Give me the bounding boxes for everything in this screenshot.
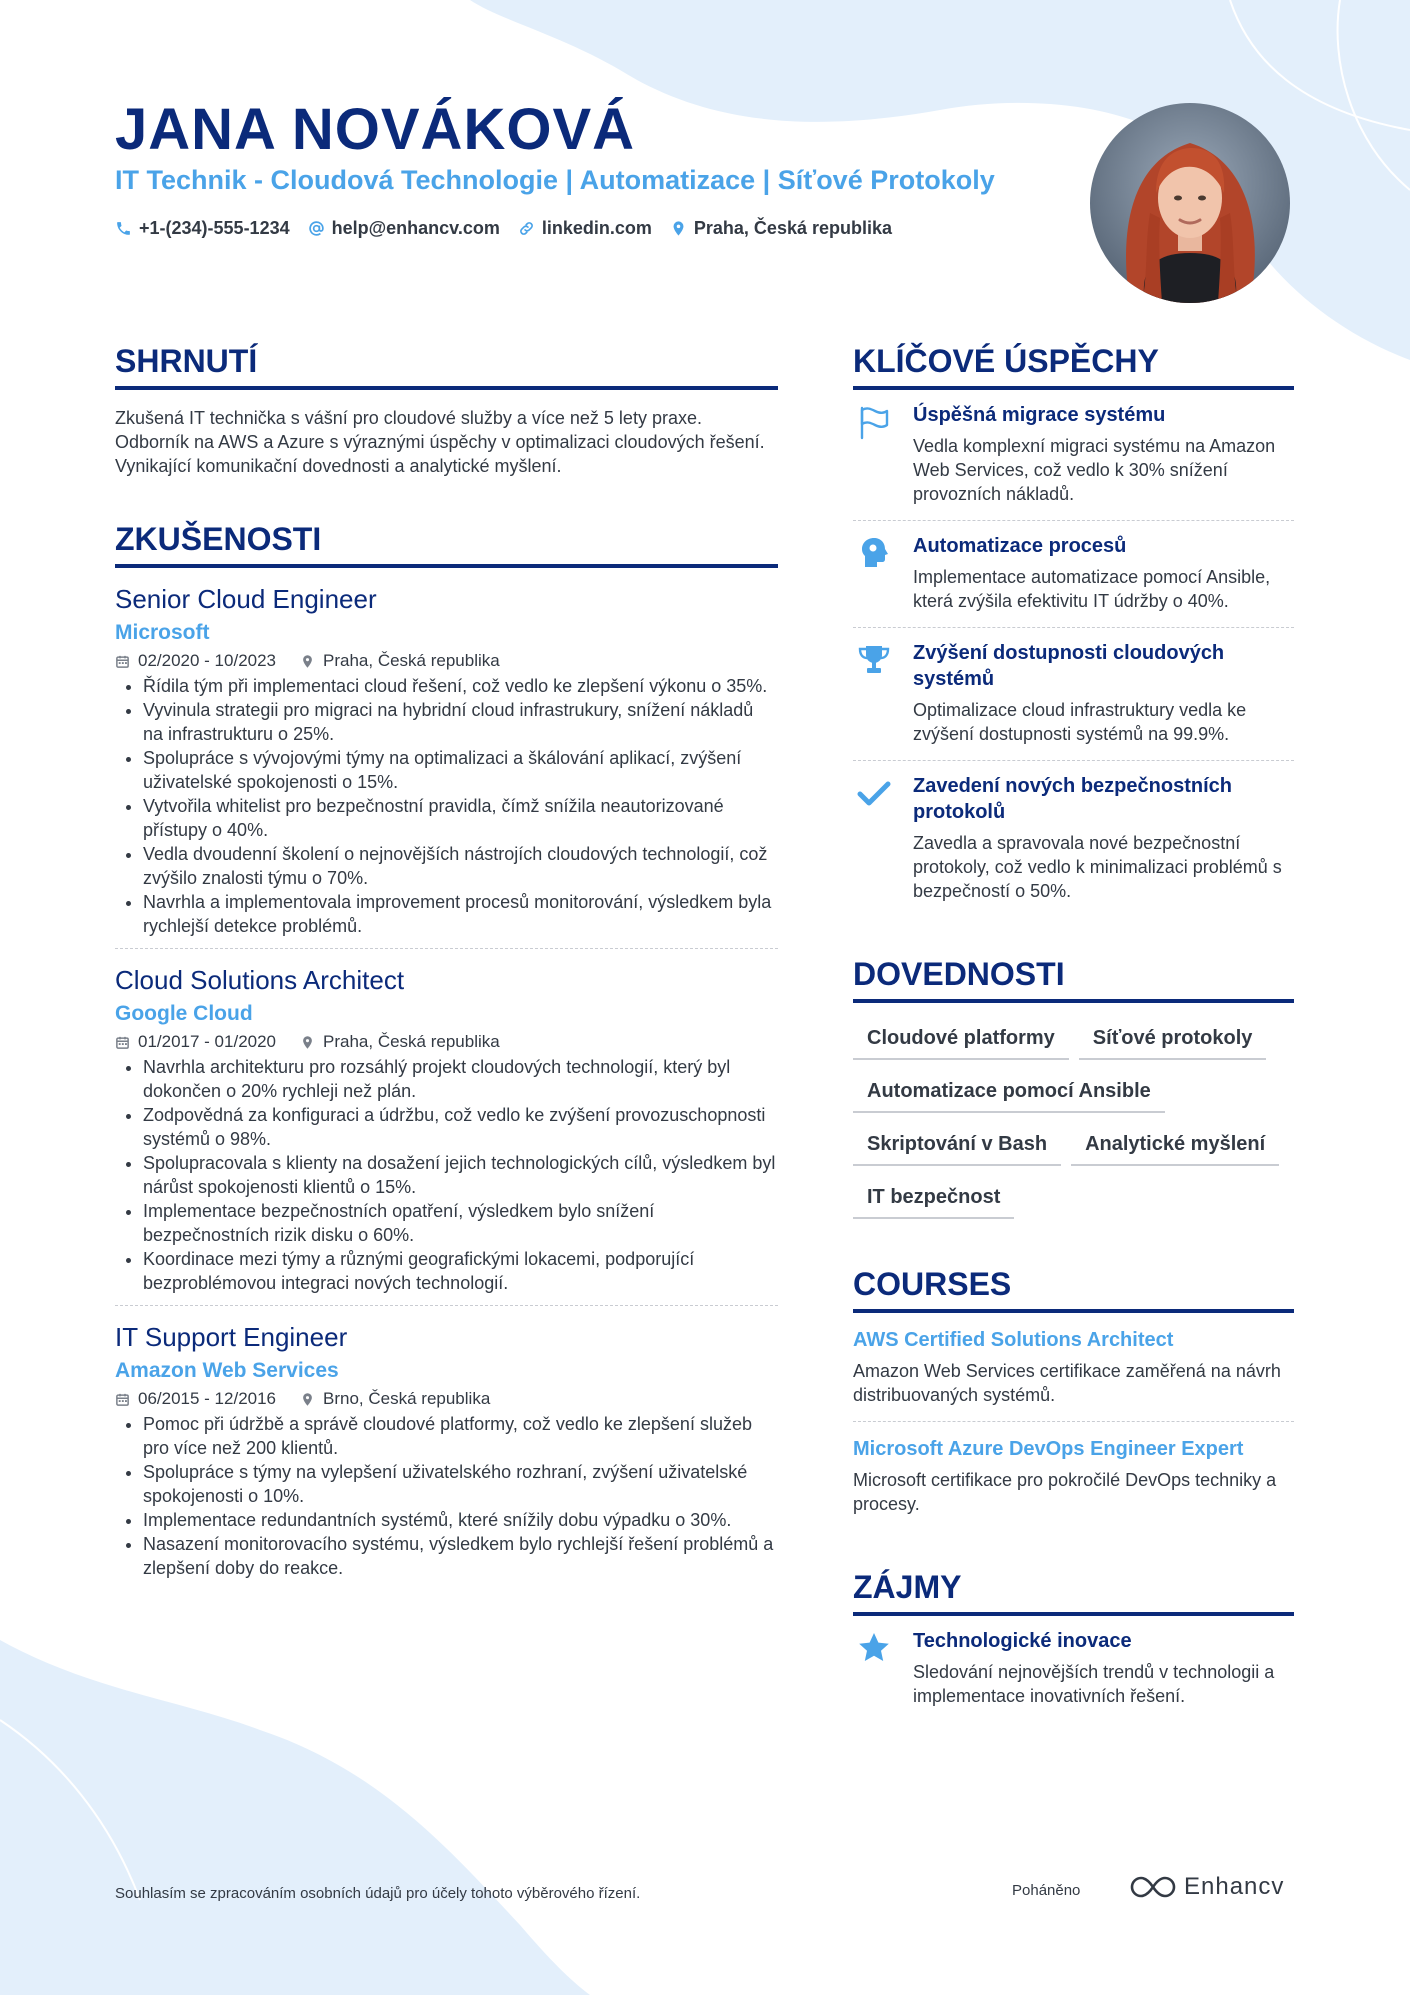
interests-title: ZÁJMY xyxy=(853,1566,1294,1616)
achievement-body xyxy=(913,773,1294,903)
skill-tag: Síťové protokoly xyxy=(1079,1021,1267,1060)
calendar-icon xyxy=(115,1035,130,1050)
bullet-item: • Navrhla a implementovala improvement procesů monitorování, výsledkem byla rychlejší detekce problémů. xyxy=(143,890,778,938)
job-bullets xyxy=(115,674,778,938)
achievement-title: Úspěšná migrace systému xyxy=(913,404,1166,426)
interest-text: Sledování nejnovějších trendů v technologii a implementace inovativních řešení. xyxy=(913,1662,1275,1706)
location-pin-icon xyxy=(300,1392,315,1407)
location-text: Brno, Česká republika xyxy=(323,1389,491,1408)
achievement-item xyxy=(853,628,1294,761)
achievement-item xyxy=(853,761,1294,917)
contact-location xyxy=(670,218,892,239)
job-title: IT Support Engineer xyxy=(115,1322,348,1352)
at-icon xyxy=(308,220,325,237)
location-pin-icon xyxy=(300,1035,315,1050)
course-item xyxy=(853,1422,1294,1530)
location-text: Praha, Česká republika xyxy=(323,651,500,670)
achievements-section xyxy=(853,340,1294,917)
dates-text: 02/2020 - 10/2023 xyxy=(138,651,277,670)
bullet-item: • Pomoc při údržbě a správě cloudové platformy, což vedlo ke zlepšení služeb pro více než 200 klientů. xyxy=(143,1412,778,1460)
course-title: Microsoft Azure DevOps Engineer Expert xyxy=(853,1438,1244,1460)
skills-title: DOVEDNOSTI xyxy=(853,953,1294,1003)
headline-part: Automatizace xyxy=(579,165,756,195)
summary-title: SHRNUTÍ xyxy=(115,340,778,390)
job-location xyxy=(300,650,500,672)
bullet-item: • Řídila tým při implementaci cloud řešení, což vedlo ke zlepšení výkonu o 35%. xyxy=(143,674,778,698)
courses-title: COURSES xyxy=(853,1263,1294,1313)
skill-tag: Skriptování v Bash xyxy=(853,1127,1061,1166)
bullet-item: • Zodpovědná za konfiguraci a údržbu, což vedlo ke zvýšení provozuschopnosti systémů o 98%. xyxy=(143,1103,778,1151)
job-dates xyxy=(115,1388,276,1410)
powered-by-label: Poháněno xyxy=(1012,1882,1081,1899)
achievement-title: Automatizace procesů xyxy=(913,535,1127,557)
achievement-body xyxy=(913,640,1294,746)
interest-item xyxy=(853,1616,1294,1722)
experience-item xyxy=(115,582,778,949)
job-meta xyxy=(115,1031,778,1053)
job-meta xyxy=(115,1388,778,1410)
headline xyxy=(115,165,995,196)
job-location xyxy=(300,1031,500,1053)
contact-phone[interactable] xyxy=(115,218,290,239)
bullet-item: • Nasazení monitorovacího systému, výsledkem bylo rychlejší řešení problémů a zlepšení doby do reakce. xyxy=(143,1532,778,1580)
phone-text: +1-(234)-555-1234 xyxy=(139,218,290,238)
course-item xyxy=(853,1313,1294,1422)
bullet-item: • Vyvinula strategii pro migraci na hybridní cloud infrastrukury, snížení nákladů na infrastrukturu o 25%. xyxy=(143,698,778,746)
location-pin-icon xyxy=(300,654,315,669)
location-text: Praha, Česká republika xyxy=(323,1032,500,1051)
company-name: Google Cloud xyxy=(115,1002,253,1025)
brand-logo[interactable] xyxy=(1130,1873,1284,1901)
bullet-item: • Vytvořila whitelist pro bezpečnostní pravidla, čímž snížila neautorizované přístupy o 40%. xyxy=(143,794,778,842)
left-column xyxy=(115,340,778,1590)
headline-separator: | xyxy=(762,165,771,195)
achievement-text: Zavedla a spravovala nové bezpečnostní protokoly, což vedlo k minimalizaci problémů s bezpečností o 50%. xyxy=(913,833,1282,901)
bullet-item: • Koordinace mezi týmy a různými geografickými lokacemi, podporující bezproblémovou integraci nových technologií. xyxy=(143,1247,778,1295)
interest-title: Technologické inovace xyxy=(913,1630,1132,1652)
achievement-title: Zvýšení dostupnosti cloudových systémů xyxy=(913,642,1225,690)
course-title: AWS Certified Solutions Architect xyxy=(853,1329,1174,1351)
interests-section xyxy=(853,1566,1294,1722)
achievement-body xyxy=(913,402,1294,506)
brand-name: Enhancv xyxy=(1184,1873,1285,1900)
contact-email[interactable] xyxy=(308,218,500,239)
experience-title: ZKUŠENOSTI xyxy=(115,518,778,568)
course-text: Amazon Web Services certifikace zaměřená na návrh distribuovaných systémů. xyxy=(853,1361,1281,1405)
bullet-item: • Vedla dvoudenní školení o nejnovějších nástrojích cloudových technologií, což zvýšilo znalosti týmu o 70%. xyxy=(143,842,778,890)
calendar-icon xyxy=(115,654,130,669)
linkedin-text: linkedin.com xyxy=(541,218,652,238)
job-location xyxy=(300,1388,490,1410)
location-text: Praha, Česká republika xyxy=(693,218,893,238)
bullet-item: • Spolupráce s týmy na vylepšení uživatelského rozhraní, zvýšení uživatelské spokojenosti o 10%. xyxy=(143,1460,778,1508)
skills-list xyxy=(853,1021,1294,1219)
achievement-title: Zavedení nových bezpečnostních protokolů xyxy=(913,775,1232,823)
summary-text: Zkušená IT technička s vášní pro cloudové služby a více než 5 lety praxe. Odborník na AWS a Azure s výraznými úspěchy v optimalizaci cloudových řešení. Vynikající komunikační dovednosti a analytické myšlení. xyxy=(115,408,765,476)
dates-text: 06/2015 - 12/2016 xyxy=(138,1389,277,1408)
experience-item xyxy=(115,1320,778,1590)
courses-section xyxy=(853,1263,1294,1530)
headline-part: IT Technik - Cloudová Technologie xyxy=(115,165,559,195)
company-name: Amazon Web Services xyxy=(115,1359,339,1382)
profile-photo xyxy=(1090,103,1290,303)
course-text: Microsoft certifikace pro pokročilé DevOps techniky a procesy. xyxy=(853,1470,1277,1514)
star-icon xyxy=(853,1628,895,1708)
skill-tag: Automatizace pomocí Ansible xyxy=(853,1074,1165,1113)
achievement-item xyxy=(853,521,1294,628)
job-title: Cloud Solutions Architect xyxy=(115,965,405,995)
job-bullets xyxy=(115,1055,778,1295)
achievement-body xyxy=(913,533,1294,613)
job-bullets xyxy=(115,1412,778,1580)
experience-section xyxy=(115,518,778,1590)
contact-bar xyxy=(115,218,892,239)
consent-note: Souhlasím se zpracováním osobních údajů pro účely tohoto výběrového řízení. xyxy=(115,1885,641,1902)
bullet-item: • Spolupráce s vývojovými týmy na optimalizaci a škálování aplikací, zvýšení uživatelské spokojenosti o 15%. xyxy=(143,746,778,794)
achievement-text: Optimalizace cloud infrastruktury vedla ke zvýšení dostupnosti systémů na 99.9%. xyxy=(913,700,1247,744)
location-pin-icon xyxy=(670,220,687,237)
skill-tag: IT bezpečnost xyxy=(853,1180,1014,1219)
dates-text: 01/2017 - 01/2020 xyxy=(138,1032,277,1051)
company-name: Microsoft xyxy=(115,621,210,644)
achievement-text: Implementace automatizace pomocí Ansible, která zvýšila efektivitu IT údržby o 40%. xyxy=(913,567,1271,611)
bullet-item: • Spolupracovala s klienty na dosažení jejich technologických cílů, výsledkem byl nárůst spokojenosti klientů o 15%. xyxy=(143,1151,778,1199)
phone-icon xyxy=(115,220,132,237)
achievements-title: KLÍČOVÉ ÚSPĚCHY xyxy=(853,340,1294,390)
email-text: help@enhancv.com xyxy=(331,218,500,238)
candidate-name: JANA NOVÁKOVÁ xyxy=(115,97,636,162)
summary-section xyxy=(115,340,778,478)
skills-section xyxy=(853,953,1294,1219)
calendar-icon xyxy=(115,1392,130,1407)
contact-linkedin[interactable] xyxy=(518,218,652,239)
headline-part: Síťové Protokoly xyxy=(777,165,995,195)
job-title: Senior Cloud Engineer xyxy=(115,584,377,614)
infinity-logo-icon xyxy=(1130,1874,1176,1900)
skill-tag: Analytické myšlení xyxy=(1071,1127,1279,1166)
bullet-item: • Navrhla architekturu pro rozsáhlý projekt cloudových technologií, který byl dokončen o 20% rychleji než plán. xyxy=(143,1055,778,1103)
experience-item xyxy=(115,963,778,1306)
head-icon xyxy=(853,533,895,613)
achievement-item xyxy=(853,390,1294,521)
job-dates xyxy=(115,650,276,672)
headline-separator: | xyxy=(565,165,574,195)
flag-icon xyxy=(853,402,895,506)
interest-body xyxy=(913,1628,1294,1708)
skill-tag: Cloudové platformy xyxy=(853,1021,1069,1060)
link-icon xyxy=(518,220,535,237)
trophy-icon xyxy=(853,640,895,746)
achievement-text: Vedla komplexní migraci systému na Amazon Web Services, což vedlo k 30% snížení provozních nákladů. xyxy=(913,436,1276,504)
job-dates xyxy=(115,1031,276,1053)
job-meta xyxy=(115,650,778,672)
bullet-item: • Implementace bezpečnostních opatření, výsledkem bylo snížení bezpečnostních rizik disku o 60%. xyxy=(143,1199,778,1247)
right-column xyxy=(853,340,1294,1722)
check-icon xyxy=(853,773,895,903)
bullet-item: • Implementace redundantních systémů, které snížily dobu výpadku o 30%. xyxy=(143,1508,778,1532)
